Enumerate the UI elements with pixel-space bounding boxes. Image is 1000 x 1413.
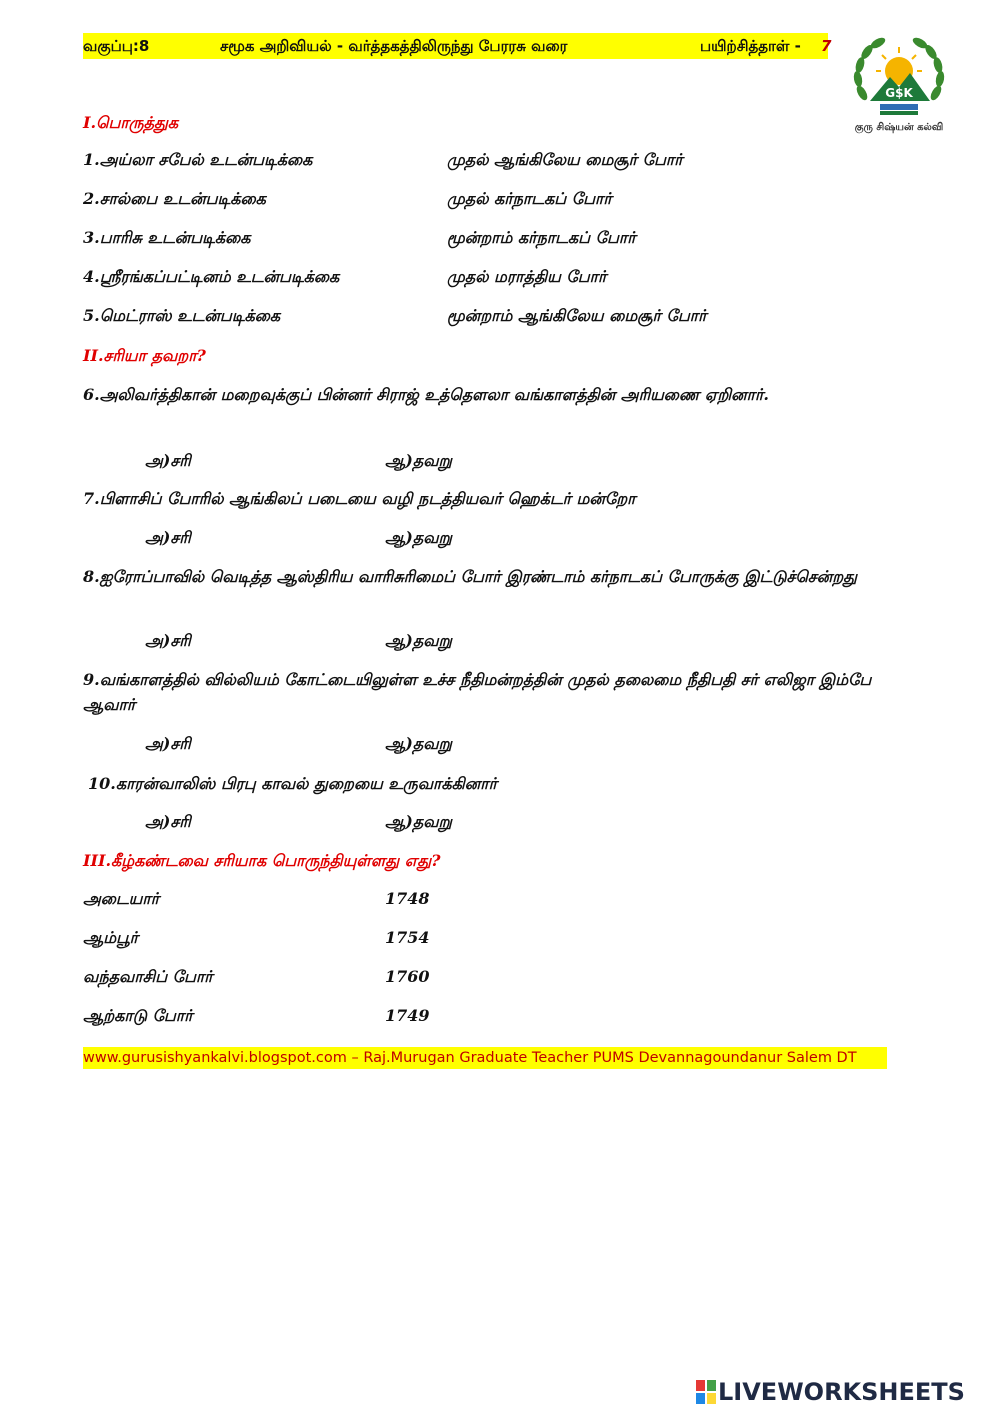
worksheet-label: பயிற்சித்தாள் - [700, 37, 801, 55]
tf-option-true-6[interactable]: அ)சரி [145, 451, 191, 470]
match-right-4: முதல் மராத்திய போர் [447, 267, 607, 286]
event-year-2: 1754 [385, 928, 430, 947]
class-label: வகுப்பு:8 [83, 37, 150, 55]
event-year-1: 1748 [385, 889, 430, 908]
header-bar [83, 33, 832, 59]
liveworksheets-name: LIVEWORKSHEETS [718, 1378, 965, 1406]
match-right-1: முதல் ஆங்கிலேய மைசூர் போர் [447, 150, 683, 169]
tf-question-6: 6.அலிவர்த்திகான் மறைவுக்குப் பின்னர் சிராஜ் உத்தௌலா வங்காளத்தின் அரியணை ஏறினார். [83, 385, 769, 404]
logo-letters: G$K [885, 86, 913, 100]
tf-option-false-7[interactable]: ஆ)தவறு [385, 528, 452, 547]
tf-question-10: 10.காரன்வாலிஸ் பிரபு காவல் துறையை உருவாக்கினார் [88, 774, 497, 793]
event-year-3: 1760 [385, 967, 430, 986]
tf-question-7: 7.பிளாசிப் போரில் ஆங்கிலப் படையை வழி நடத்தியவர் ஹெக்டர் மன்றோ [83, 489, 636, 508]
tf-option-false-6[interactable]: ஆ)தவறு [385, 451, 452, 470]
subject-title: சமூக அறிவியல் - வர்த்தகத்திலிருந்து பேரரசு வரை [220, 37, 568, 55]
match-left-1: 1.அய்லா சபேல் உடன்படிக்கை [83, 150, 313, 169]
liveworksheets-brand [696, 1377, 965, 1407]
tf-option-false-8[interactable]: ஆ)தவறு [385, 631, 452, 650]
tf-option-true-10[interactable]: அ)சரி [145, 812, 191, 831]
liveworksheets-logo-icon [696, 1380, 716, 1404]
worksheet-number: 7 [821, 37, 832, 55]
footer-credit: www.gurusishyankalvi.blogspot.com – Raj.Murugan Graduate Teacher PUMS Devannagoundanur Salem DT [83, 1047, 887, 1069]
logo-caption: குரு சிஷ்யன் கல்வி [854, 122, 944, 133]
match-right-2: முதல் கர்நாடகப் போர் [447, 189, 612, 208]
event-item-4: ஆற்காடு போர் [83, 1006, 193, 1025]
match-left-5: 5.மெட்ராஸ் உடன்படிக்கை [83, 306, 281, 325]
tf-option-true-9[interactable]: அ)சரி [145, 734, 191, 753]
laurel-wreath-icon [850, 33, 948, 123]
event-item-2: ஆம்பூர் [83, 928, 138, 947]
tf-option-true-8[interactable]: அ)சரி [145, 631, 191, 650]
tf-question-9: 9.வங்காளத்தில் வில்லியம் கோட்டையிலுள்ள உச்ச நீதிமன்றத்தின் முதல் தலைமை நீதிபதி சர் எலிஜா இம்பே ஆவார் [83, 670, 872, 714]
section1-title: I.பொருத்துக [83, 113, 179, 132]
tf-option-true-7[interactable]: அ)சரி [145, 528, 191, 547]
match-left-3: 3.பாரிசு உடன்படிக்கை [83, 228, 251, 247]
section3-title: III.கீழ்கண்டவை சரியாக பொருந்தியுள்ளது எது? [83, 851, 441, 870]
tf-option-false-10[interactable]: ஆ)தவறு [385, 812, 452, 831]
match-left-4: 4.ஸ்ரீரங்கப்பட்டினம் உடன்படிக்கை [83, 267, 340, 286]
tf-option-false-9[interactable]: ஆ)தவறு [385, 734, 452, 753]
event-item-3: வந்தவாசிப் போர் [83, 967, 213, 986]
match-left-2: 2.சால்பை உடன்படிக்கை [83, 189, 266, 208]
tf-question-8: 8.ஐரோப்பாவில் வெடித்த ஆஸ்திரிய வாரிசுரிமைப் போர் இரண்டாம் கர்நாடகப் போருக்கு இட்டுச்சென்றது [83, 567, 857, 586]
event-item-1: அடையார் [83, 889, 160, 908]
match-right-5: மூன்றாம் ஆங்கிலேய மைசூர் போர் [447, 306, 707, 325]
event-year-4: 1749 [385, 1006, 430, 1025]
section2-title: II.சரியா தவறா? [83, 346, 206, 365]
match-right-3: மூன்றாம் கர்நாடகப் போர் [447, 228, 636, 247]
